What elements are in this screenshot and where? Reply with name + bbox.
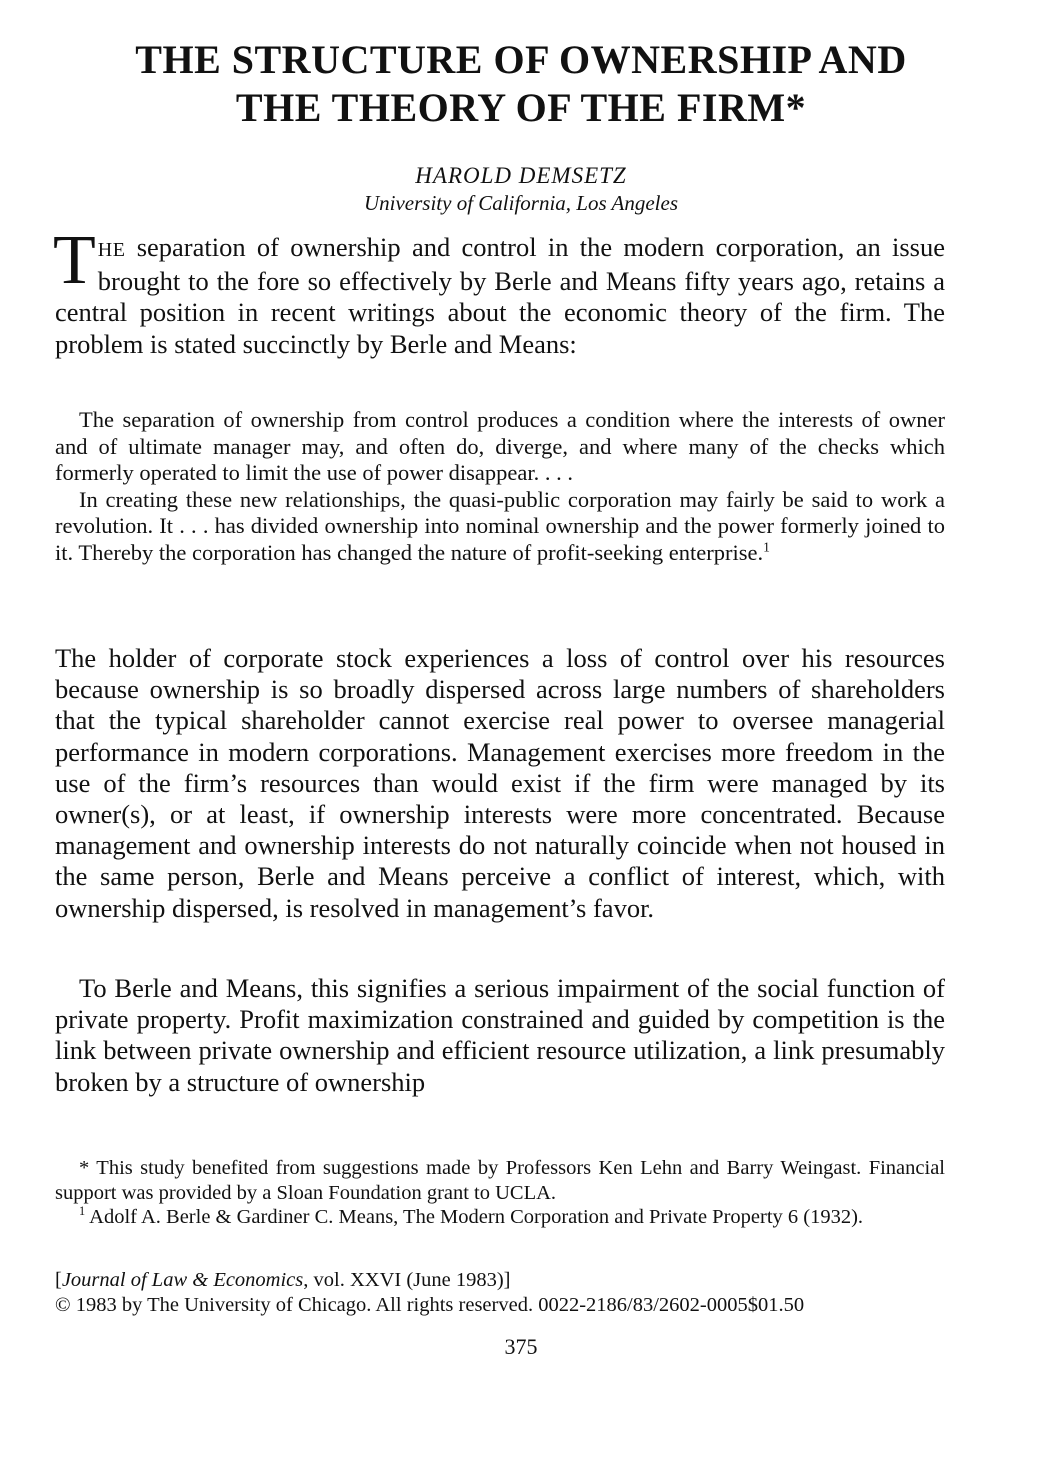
citation-rest: , vol. XXVI (June 1983)]: [303, 1269, 511, 1291]
footnote-ref-1[interactable]: 1: [763, 539, 770, 555]
intro-smallcaps: HE: [97, 239, 126, 261]
title-line-2: THE THEORY OF THE FIRM*: [235, 85, 807, 130]
page-number: 375: [504, 1334, 538, 1359]
journal-name: Journal of Law & Economics: [61, 1269, 304, 1291]
quote-paragraph-2: [55, 487, 945, 567]
footnote-star: * This study benefited from suggestions made by Professors Ken Lehn and Barry Weingast. Financial support was provided by a Sloan Foundation grant to UCLA.: [55, 1157, 945, 1204]
copyright-line: © 1983 by The University of Chicago. All rights reserved. 0022-2186/83/2602-0005$01.50: [55, 1294, 805, 1316]
journal-citation: [55, 1268, 955, 1292]
intro-paragraph: [53, 222, 945, 360]
footnote-1-mark: 1: [79, 1204, 86, 1219]
title-line-1: THE STRUCTURE OF OWNERSHIP AND: [135, 37, 907, 82]
author-affiliation: University of California, Los Angeles: [363, 191, 679, 215]
author-name: HAROLD DEMSETZ: [415, 163, 627, 188]
article-title: [40, 36, 1002, 132]
quote-paragraph-1: The separation of ownership from control produces a condition where the interests of owner and of ultimate manager may, and often do, diverge, and where many of the checks which formerly operated to limit the use of power disappear. . . .: [55, 407, 945, 486]
drop-cap: T: [53, 222, 96, 299]
quote-paragraph-2-text: In creating these new relationships, the quasi-public corporation may fairly be said to work a revolution. It . . . has divided ownership into nominal ownership and the power formerly joined to it. Thereby the corporation has changed the nature of profit-seeking enterprise.: [55, 486, 945, 565]
body-paragraph-2: The holder of corporate stock experiences a loss of control over his resources because ownership is so broadly dispersed across large numbers of shareholders that the typical shareholder cannot exercise real power to oversee managerial performance in modern corporations. Management exercises more freedom in the use of the firm’s resources than would exist if the firm were managed by its owner(s), or at least, if ownership interests were more concentrated. Because management and ownership interests do not naturally coincide when not housed in the same person, Berle and Means perceive a conflict of interest, which, with ownership dispersed, is resolved in management’s favor.: [55, 643, 945, 923]
citation-open: [: [55, 1269, 62, 1291]
footnote-1-text: Adolf A. Berle & Gardiner C. Means, The Modern Corporation and Private Property 6 (1932).: [85, 1206, 864, 1228]
intro-text: separation of ownership and control in the modern corporation, an issue brought to the fore so effectively by Berle and Means fifty years ago, retains a central position in recent writings about the economic theory of the firm. The problem is stated succinctly by Berle and Means:: [55, 232, 945, 359]
block-quote: [55, 407, 945, 567]
footnotes: [55, 1156, 945, 1230]
footnote-1: [55, 1205, 945, 1230]
body-paragraph-3: To Berle and Means, this signifies a serious impairment of the social function of private property. Profit maximization constrained and guided by competition is the link between private ownership and efficient resource utilization, a link presumably broken by a structure of ownership: [55, 973, 945, 1097]
